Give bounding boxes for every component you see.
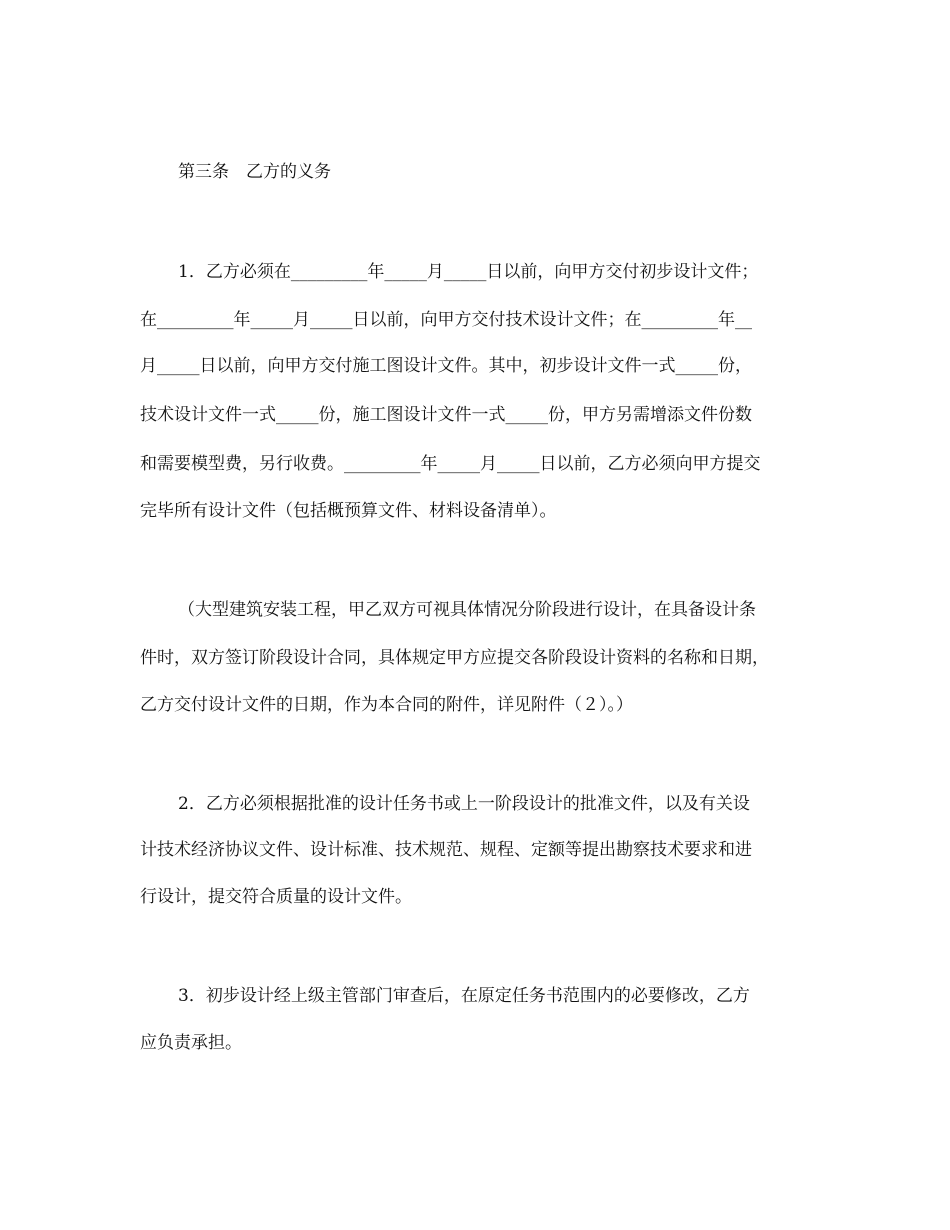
clause-1-line: 完毕所有设计文件（包括概预算文件、材料设备清单）。 xyxy=(140,501,557,521)
clause-2-line: 计技术经济协议文件、设计标准、技术规范、规程、定额等提出勘察技术要求和进 xyxy=(140,840,752,860)
clause-2-line: 行设计，提交符合质量的设计文件。 xyxy=(140,887,412,907)
note-line: （大型建筑安装工程，甲乙双方可视具体情况分阶段进行设计，在具备设计条 xyxy=(178,600,756,620)
clause-3-line: 3．初步设计经上级主管部门审查后，在原定任务书范围内的必要修改，乙方 xyxy=(178,986,750,1006)
clause-1-line: 1．乙方必须在_________年_____月_____日以前，向甲方交付初步设计文件； xyxy=(178,262,759,282)
clause-1-line: 在_________年_____月_____日以前，向甲方交付技术设计文件；在_________年__ xyxy=(140,310,752,330)
clause-1-line: 和需要模型费，另行收费。_________年_____月_____日以前，乙方必须向甲方提交 xyxy=(140,454,761,474)
clause-1-line: 技术设计文件一式_____份，施工图设计文件一式_____份，甲方另需增添文件份数 xyxy=(140,405,752,425)
clause-1-line: 月_____日以前，向甲方交付施工图设计文件。其中，初步设计文件一式_____份， xyxy=(140,356,752,376)
clause-2-line: 2．乙方必须根据批准的设计任务书或上一阶段设计的批准文件，以及有关设 xyxy=(178,794,750,814)
note-line: 件时，双方签订阶段设计合同，具体规定甲方应提交各阶段设计资料的名称和日期， xyxy=(140,648,769,668)
note-line: 乙方交付设计文件的日期，作为本合同的附件，详见附件（２）。） xyxy=(140,695,633,715)
clause-3-line: 应负责承担。 xyxy=(140,1033,242,1053)
section-heading: 第三条 乙方的义务 xyxy=(178,162,331,182)
